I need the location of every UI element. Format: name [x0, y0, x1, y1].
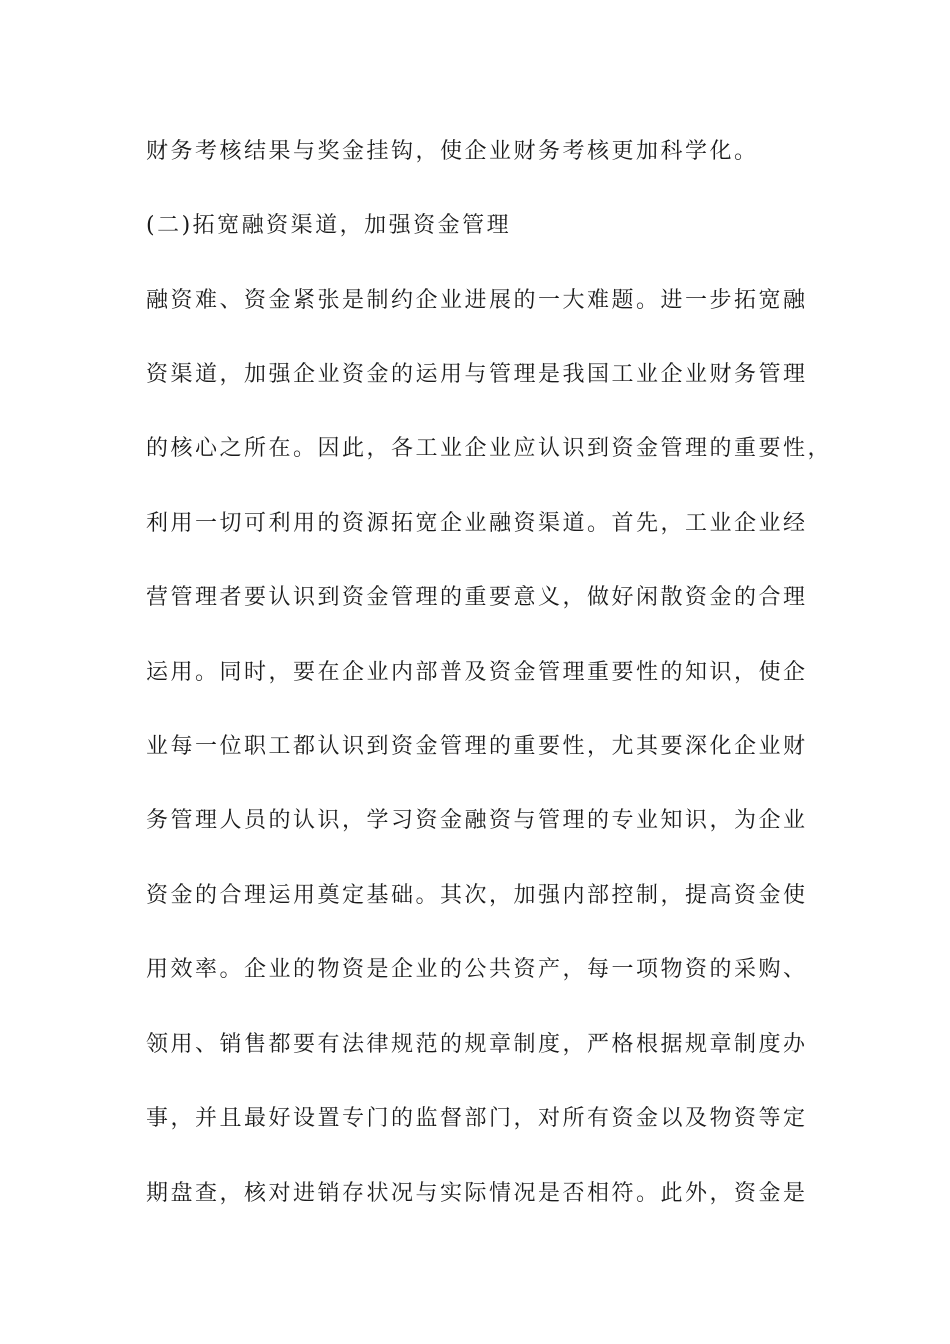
paragraph-line: 业每一位职工都认识到资金管理的重要性，尤其要深化企业财 — [146, 734, 808, 759]
paragraph-line: 利用一切可利用的资源拓宽企业融资渠道。首先，工业企业经 — [146, 511, 808, 536]
paragraph-line: 运用。同时，要在企业内部普及资金管理重要性的知识，使企 — [146, 660, 808, 685]
paragraph-line: 务管理人员的认识，学习资金融资与管理的专业知识，为企业 — [146, 808, 808, 833]
paragraph-line: 财务考核结果与奖金挂钩，使企业财务考核更加科学化。 — [146, 139, 759, 164]
paragraph-line: 用效率。企业的物资是企业的公共资产，每一项物资的采购、 — [146, 957, 808, 982]
paragraph-line: 期盘查，核对进销存状况与实际情况是否相符。此外，资金是 — [146, 1181, 808, 1206]
paragraph-line: 事，并且最好设置专门的监督部门，对所有资金以及物资等定 — [146, 1106, 808, 1131]
paragraph-line: 的核心之所在。因此，各工业企业应认识到资金管理的重要性， — [146, 436, 833, 461]
section-heading: (二)拓宽融资渠道，加强资金管理 — [146, 213, 512, 238]
paragraph-line: 资金的合理运用奠定基础。其次，加强内部控制，提高资金使 — [146, 883, 808, 908]
paragraph-line: 资渠道，加强企业资金的运用与管理是我国工业企业财务管理 — [146, 362, 808, 387]
paragraph-line: 融资难、资金紧张是制约企业进展的一大难题。进一步拓宽融 — [146, 288, 808, 313]
paragraph-line: 领用、销售都要有法律规范的规章制度，严格根据规章制度办 — [146, 1032, 808, 1057]
paragraph-line: 营管理者要认识到资金管理的重要意义，做好闲散资金的合理 — [146, 585, 808, 610]
